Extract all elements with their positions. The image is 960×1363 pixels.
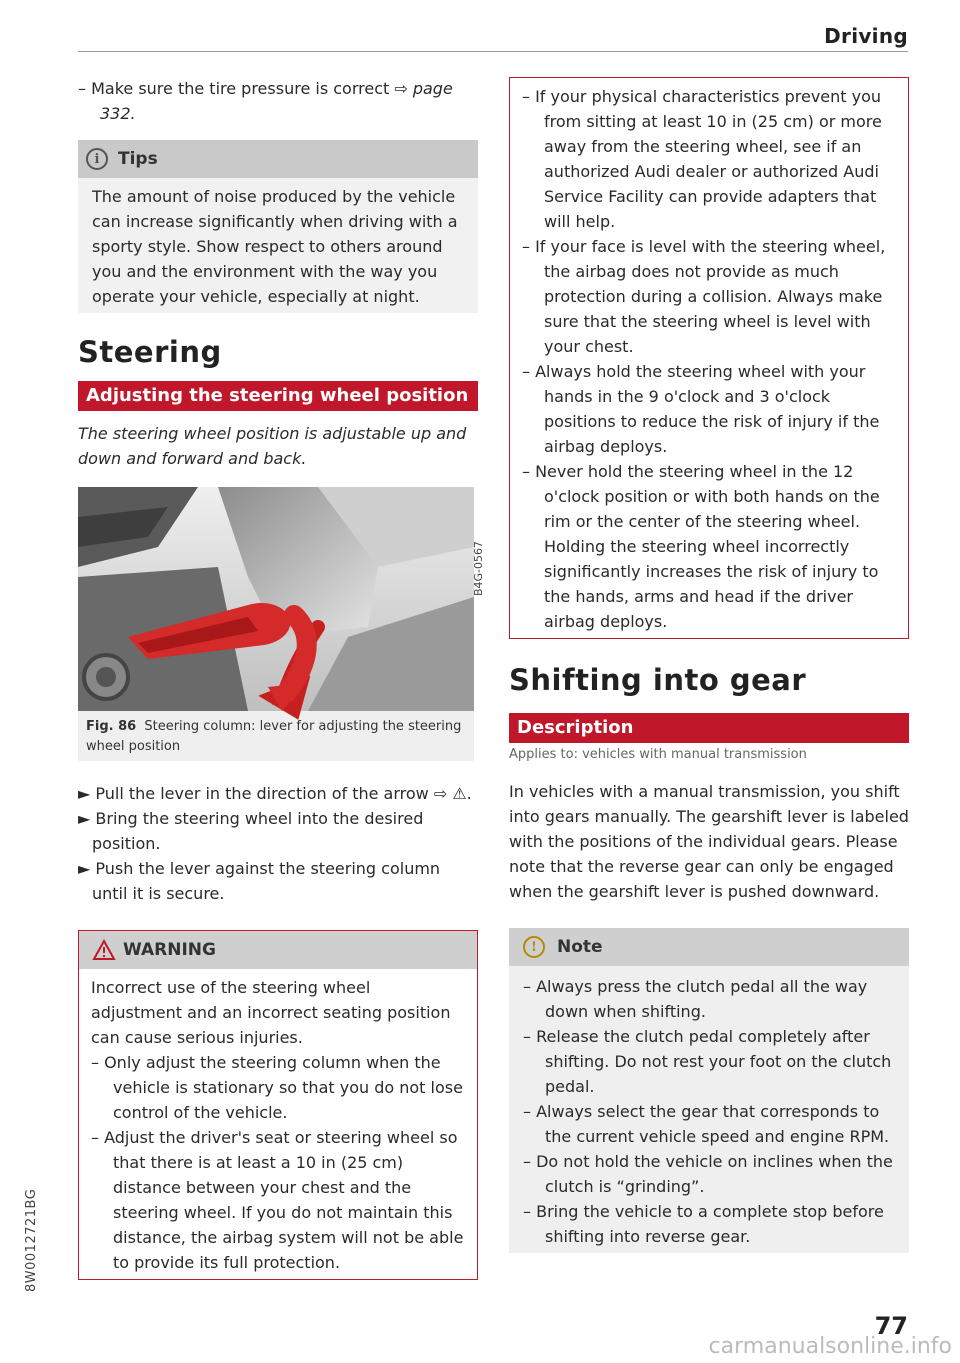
intro-italic: The steering wheel position is adjustable up and down and forward and back. (78, 424, 467, 468)
warning-item: – Adjust the driver's seat or steering wheel so that there is at least a 10 in (25 cm) distance between your chest and the steering wheel. If you do not maintain this distance, the airbag system will not be able to provide its full protection. (91, 1128, 464, 1272)
subsection-bar: Adjusting the steering wheel position (78, 381, 478, 411)
warning-item: – Always hold the steering wheel with your hands in the 9 o'clock and 3 o'clock positions to reduce the risk of injury if the airbag deploys. (522, 362, 880, 456)
page-number: 77 (874, 1312, 908, 1340)
info-icon: i (86, 148, 108, 170)
applies-to: Applies to: vehicles with manual transmission (509, 747, 807, 762)
exclamation-circle-icon: ! (523, 936, 545, 958)
figure-number: Fig. 86 (86, 719, 137, 734)
warning-header (79, 931, 477, 969)
heading-shifting: Shifting into gear (509, 663, 807, 697)
warning-label: WARNING (123, 940, 216, 960)
left-column (78, 72, 485, 1280)
tips-header (78, 140, 478, 178)
warning-triangle-icon (93, 940, 115, 960)
tips-label: Tips (118, 149, 158, 169)
step-item: ► Bring the steering wheel into the desired position. (78, 809, 424, 853)
note-item: – Do not hold the vehicle on inclines when the clutch is “grinding”. (523, 1152, 893, 1196)
warning-intro: Incorrect use of the steering wheel adjustment and an incorrect seating position can cause serious injuries. (91, 978, 451, 1047)
body-text: In vehicles with a manual transmission, you shift into gears manually. The gearshift lever is labeled with the positions of the individual gears. Please note that the reverse gear can only be engaged when the gearshift lever is pushed downward. (509, 782, 909, 901)
page-link[interactable]: page 332 (100, 79, 453, 123)
watermark: carmanualsonline.info (708, 1334, 952, 1359)
steering-column-figure (78, 487, 485, 711)
figure-caption (78, 711, 474, 761)
right-column (509, 77, 909, 1253)
warning-continuation-box (509, 77, 909, 639)
note-item: – Always press the clutch pedal all the way down when shifting. (523, 977, 868, 1021)
section-title: Driving (824, 24, 908, 48)
warning-item: – Only adjust the steering column when the vehicle is stationary so that you do not lose control of the vehicle. (91, 1053, 463, 1122)
step-item: ► Pull the lever in the direction of the arrow ⇨ ⚠. (78, 784, 472, 803)
step-item: ► Push the lever against the steering column until it is secure. (78, 859, 441, 903)
document-code: 8W0012721BG (24, 1188, 39, 1292)
figure-caption-text: Steering column: lever for adjusting the steering wheel position (86, 719, 462, 754)
header-rule (78, 51, 908, 52)
note-box (509, 928, 909, 1253)
steps-list (78, 781, 478, 906)
tips-box (78, 140, 478, 313)
warning-item: – Never hold the steering wheel in the 12 o'clock position or with both hands on the rim or the center of the steering wheel. Holding the steering wheel incorrectly significantly increases the risk of injury to the hands, arms and head if the driver airbag deploys. (522, 462, 880, 631)
note-item: – Always select the gear that corresponds to the current vehicle speed and engine RPM. (523, 1102, 890, 1146)
warning-item: – If your physical characteristics prevent you from sitting at least 10 in (25 cm) or more away from the steering wheel, see if an authorized Audi dealer or authorized Audi Service Facility can provide adapters that will help. (522, 87, 882, 231)
note-label: Note (557, 937, 603, 957)
note-item: – Bring the vehicle to a complete stop before shifting into reverse gear. (523, 1202, 884, 1246)
heading-steering: Steering (78, 335, 222, 369)
figure-code: B4G-0567 (472, 541, 485, 597)
note-item: – Release the clutch pedal completely after shifting. Do not rest your foot on the clutch pedal. (523, 1027, 892, 1096)
intro-item: – Make sure the tire pressure is correct ⇨ page 332. (78, 79, 453, 123)
tips-text: The amount of noise produced by the vehicle can increase significantly when driving with a sporty style. Show respect to others around you and the environment with the way you operate your vehicle, especially at night. (92, 187, 458, 306)
subsection-bar: Description (509, 713, 909, 743)
note-header (509, 928, 909, 966)
steering-column-illustration (78, 487, 474, 711)
warning-box (78, 930, 478, 1280)
warning-item: – If your face is level with the steering wheel, the airbag does not provide as much protection during a collision. Always make sure that the steering wheel is level with your chest. (522, 237, 886, 356)
